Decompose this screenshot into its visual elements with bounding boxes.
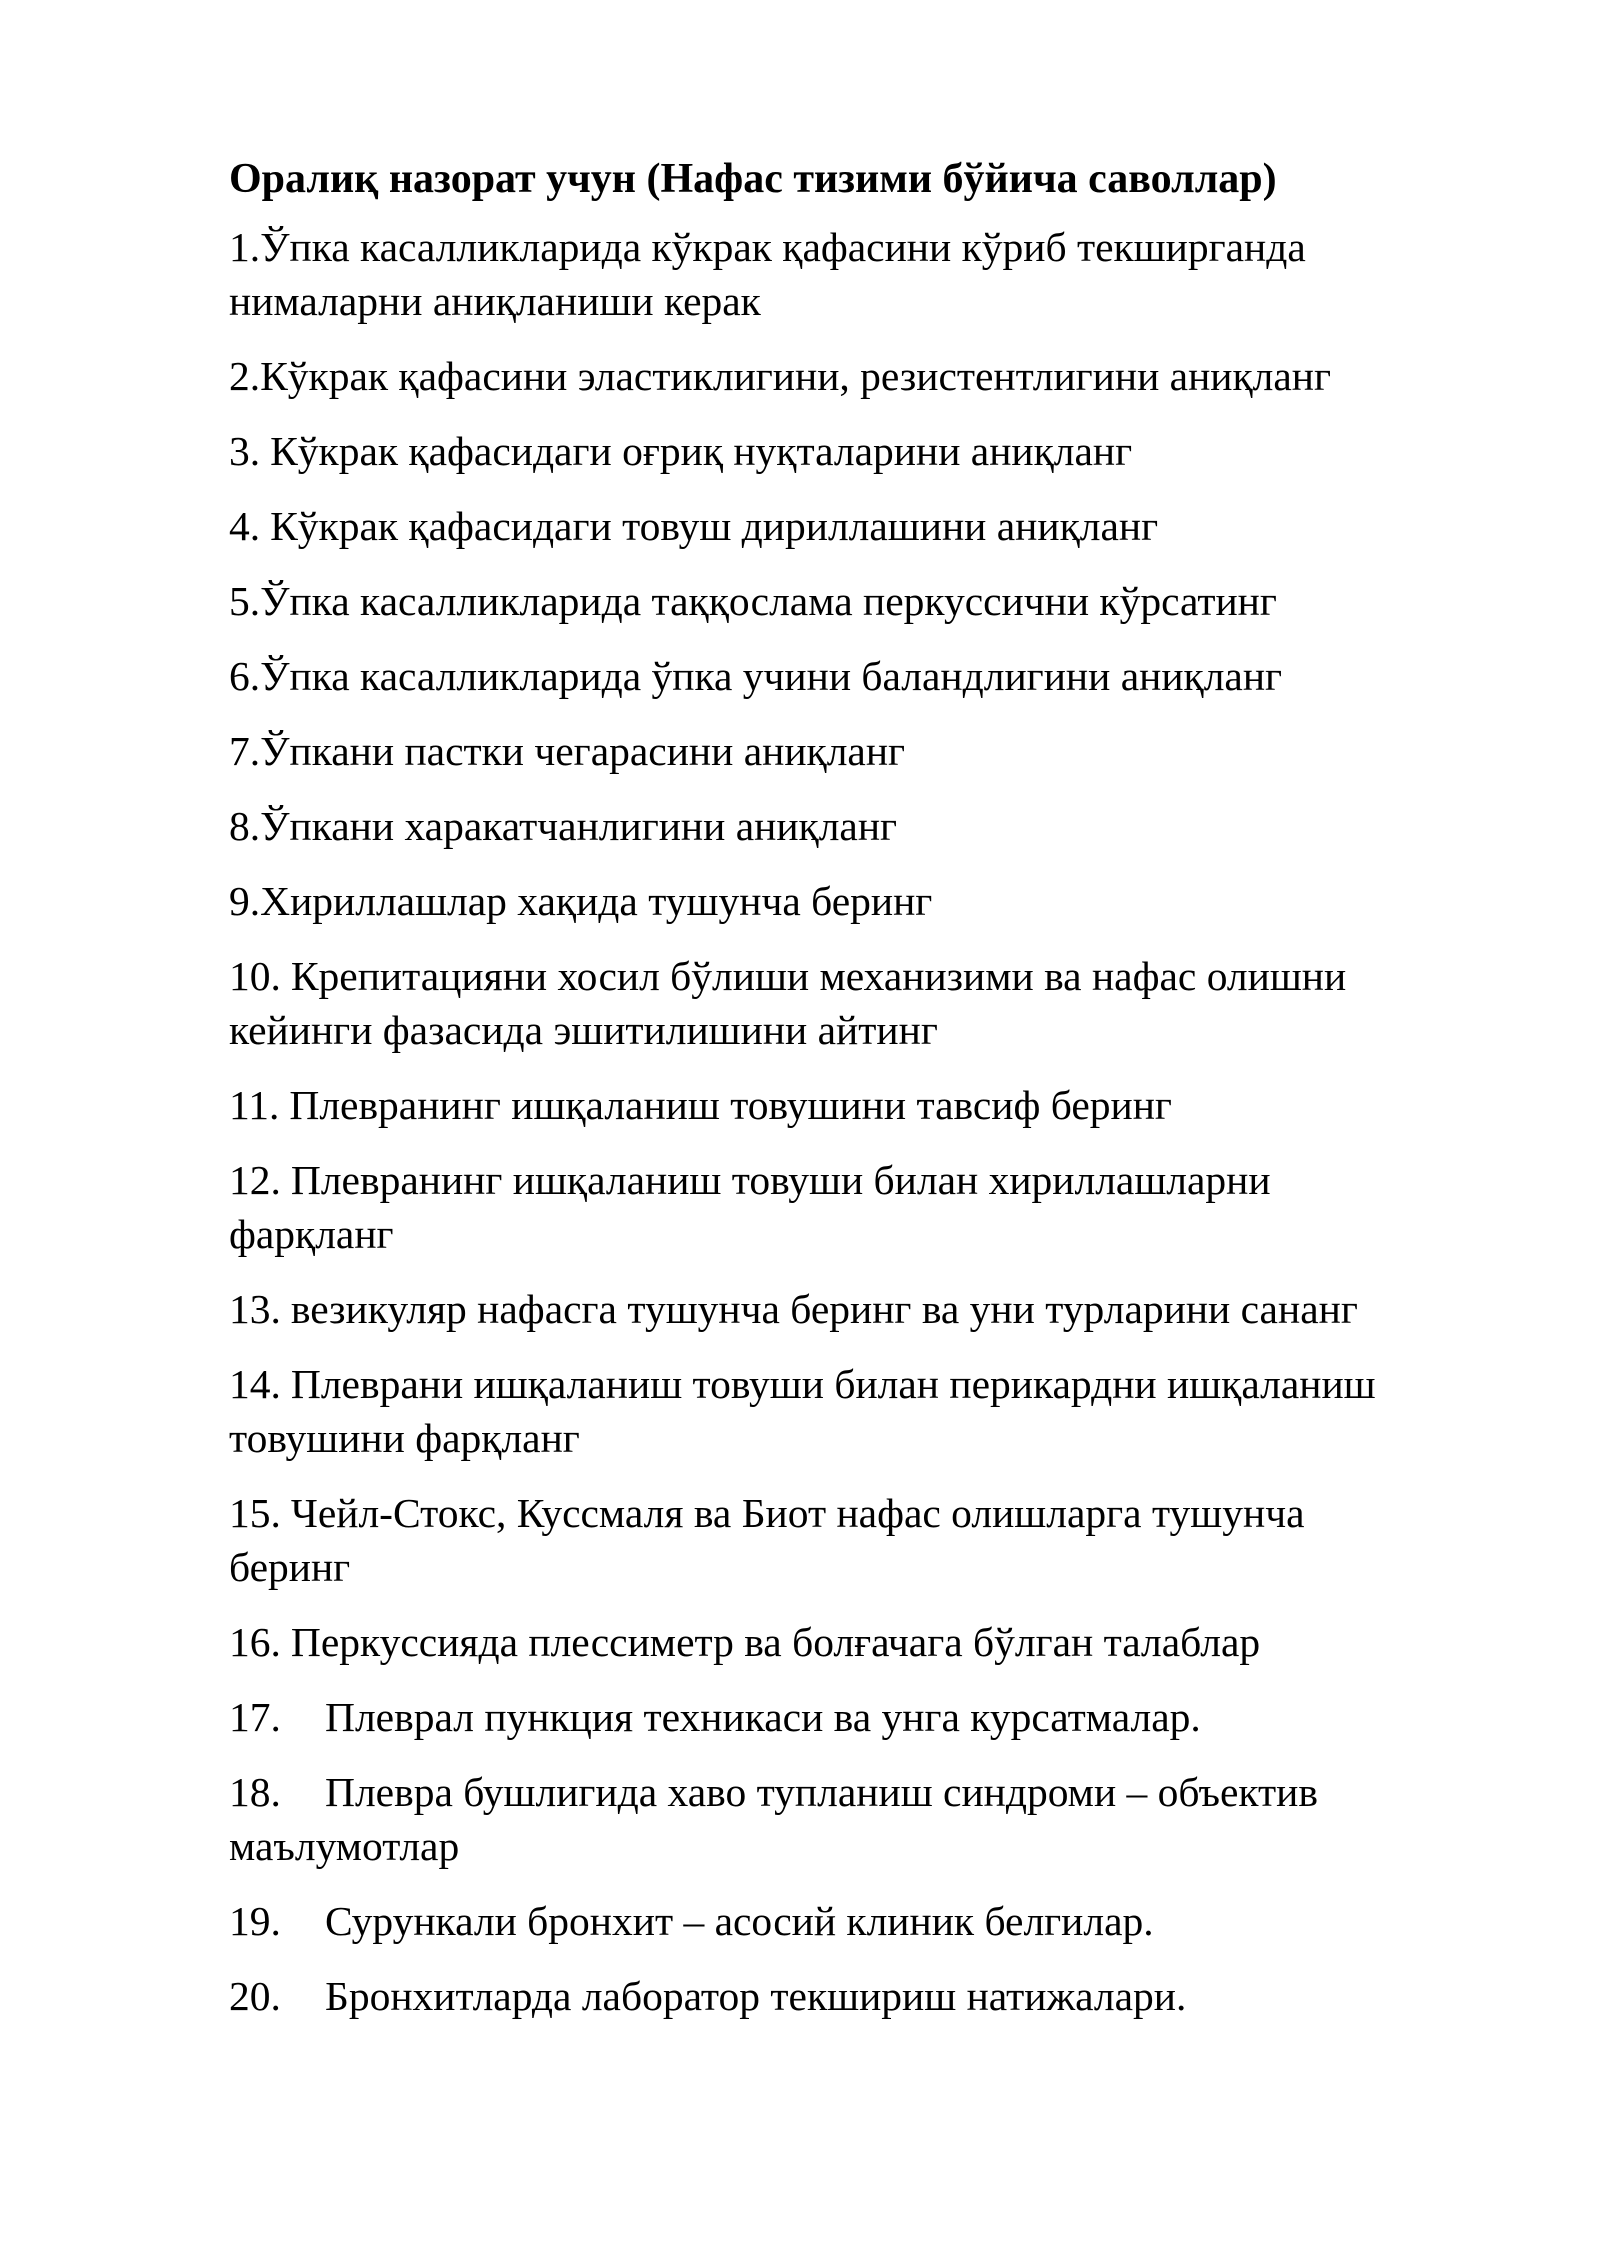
- question-text: Кўкрак қафасидаги товуш дириллашини аниқланг: [270, 503, 1159, 549]
- question-number: 5.: [229, 578, 261, 624]
- question-text: Плеврани ишқаланиш товуши билан перикардни ишқаланиш товушини фарқланг: [229, 1361, 1376, 1461]
- question-item: [229, 949, 1429, 1057]
- question-item: [229, 574, 1429, 628]
- question-text: Крепитацияни хосил бўлиши механизими ва нафас олишни кейинги фазасида эшитилишини айтинг: [229, 953, 1347, 1053]
- question-item: [229, 874, 1429, 928]
- question-number: 6.: [229, 653, 261, 699]
- question-text: Кўкрак қафасини эластиклигини, резистентлигини аниқланг: [260, 353, 1332, 399]
- question-item: [229, 649, 1429, 703]
- question-text: Хириллашлар хақида тушунча беринг: [260, 878, 933, 924]
- question-number: 18.: [229, 1769, 281, 1815]
- question-text: Бронхитларда лаборатор текшириш натижалари.: [325, 1973, 1187, 2019]
- question-item: [229, 799, 1429, 853]
- document-content: [229, 152, 1429, 2044]
- question-item: [229, 1690, 1429, 1744]
- question-item: [229, 1615, 1429, 1669]
- question-item: [229, 1894, 1429, 1948]
- question-number: 13.: [229, 1286, 281, 1332]
- question-item: [229, 1078, 1429, 1132]
- question-text: Плевра бушлигида хаво тупланиш синдроми – объектив маълумотлар: [229, 1769, 1318, 1869]
- question-text: Сурункали бронхит – асосий клиник белгилар.: [325, 1898, 1154, 1944]
- question-item: [229, 1153, 1429, 1261]
- question-item: [229, 499, 1429, 553]
- question-item: [229, 220, 1429, 328]
- question-number: 17.: [229, 1694, 281, 1740]
- question-text: Плеврал пункция техникаси ва унга курсатмалар.: [325, 1694, 1201, 1740]
- question-item: [229, 1282, 1429, 1336]
- question-text: Ўпка касалликларида ўпка учини баландлигини аниқланг: [260, 653, 1283, 699]
- question-text: Ўпкани харакатчанлигини аниқланг: [260, 803, 898, 849]
- question-number: 8.: [229, 803, 261, 849]
- question-item: [229, 724, 1429, 778]
- question-list: [229, 220, 1429, 2023]
- question-item: [229, 1357, 1429, 1465]
- question-number: 15.: [229, 1490, 281, 1536]
- question-text: Кўкрак қафасидаги оғриқ нуқталарини аниқланг: [270, 428, 1133, 474]
- question-text: Плевранинг ишқаланиш товушини тавсиф беринг: [289, 1082, 1172, 1128]
- question-text: Ўпка касалликларида кўкрак қафасини кўриб текширганда нималарни аниқланиши керак: [229, 224, 1306, 324]
- question-item: [229, 1969, 1429, 2023]
- question-number: 4.: [229, 503, 261, 549]
- question-text: Перкуссияда плессиметр ва болғачага бўлган талаблар: [290, 1619, 1261, 1665]
- question-number: 2.: [229, 353, 261, 399]
- question-number: 7.: [229, 728, 261, 774]
- question-number: 10.: [229, 953, 281, 999]
- question-number: 14.: [229, 1361, 281, 1407]
- question-text: везикуляр нафасга тушунча беринг ва уни турларини сананг: [290, 1286, 1358, 1332]
- question-item: [229, 1765, 1429, 1873]
- question-text: Плевранинг ишқаланиш товуши билан хириллашларни фарқланг: [229, 1157, 1271, 1257]
- question-number: 11.: [229, 1082, 280, 1128]
- document-title: Оралиқ назорат учун (Нафас тизими бўйича саволлар): [229, 156, 1277, 202]
- question-number: 3.: [229, 428, 261, 474]
- question-number: 12.: [229, 1157, 281, 1203]
- question-number: 9.: [229, 878, 261, 924]
- question-number: 20.: [229, 1973, 281, 2019]
- question-item: [229, 424, 1429, 478]
- question-item: [229, 1486, 1429, 1594]
- question-text: Ўпка касалликларида таққослама перкуссични кўрсатинг: [260, 578, 1277, 624]
- question-number: 16.: [229, 1619, 281, 1665]
- question-item: [229, 349, 1429, 403]
- question-number: 1.: [229, 224, 261, 270]
- question-text: Ўпкани пастки чегарасини аниқланг: [260, 728, 906, 774]
- question-number: 19.: [229, 1898, 281, 1944]
- question-text: Чейл-Стокс, Куссмаля ва Биот нафас олишларга тушунча беринг: [229, 1490, 1305, 1590]
